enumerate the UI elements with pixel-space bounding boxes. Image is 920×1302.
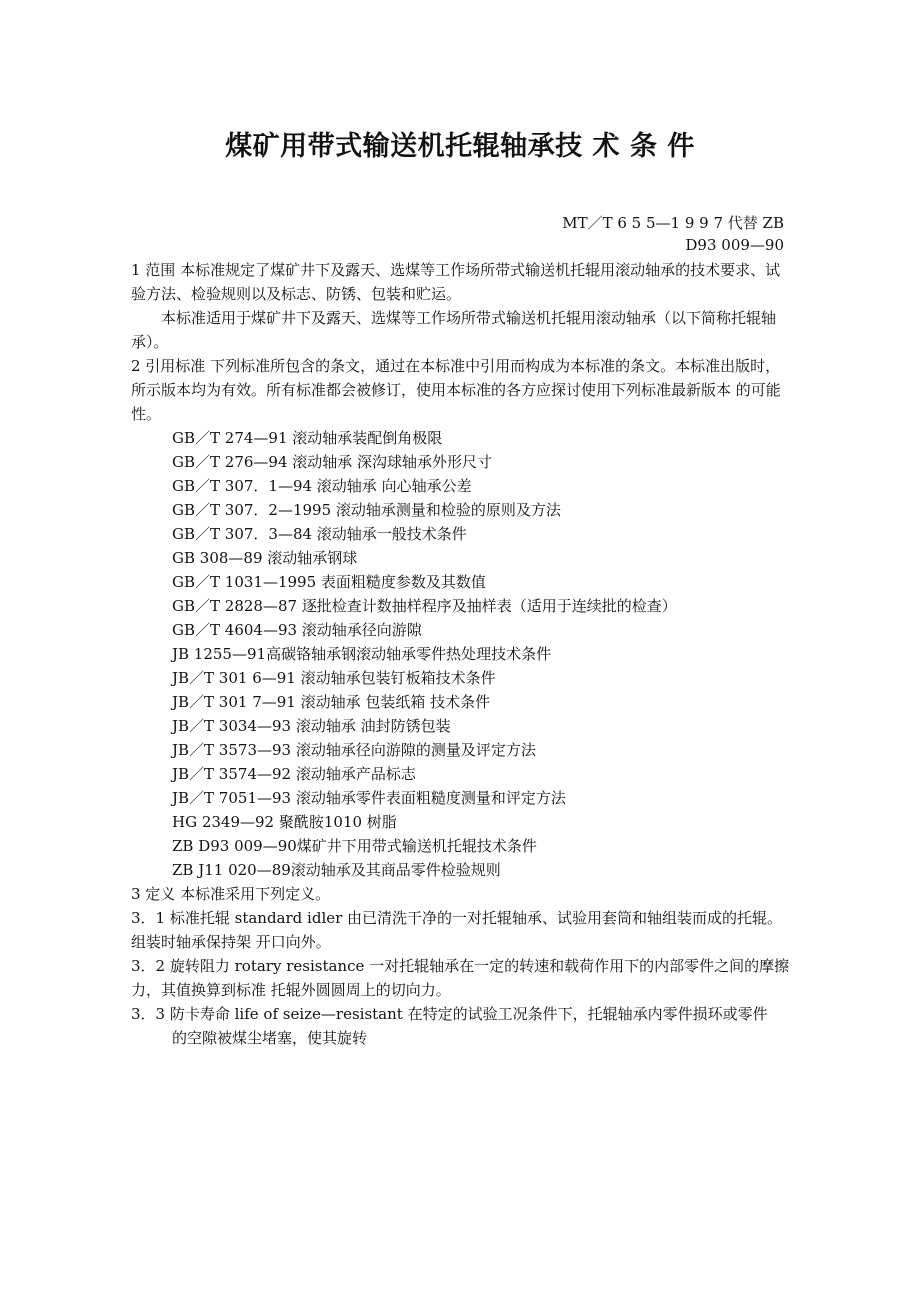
reference-item: JB／T 3574—92 滚动轴承产品标志 <box>172 765 416 783</box>
reference-item: GB／T 276—94 滚动轴承 深沟球轴承外形尺寸 <box>172 453 493 471</box>
reference-item: JB／T 7051—93 滚动轴承零件表面粗糙度测量和评定方法 <box>172 789 566 807</box>
reference-item: JB／T 3573—93 滚动轴承径向游隙的测量及评定方法 <box>172 741 536 759</box>
reference-item: GB／T 274—91 滚动轴承装配倒角极限 <box>172 429 443 447</box>
reference-item: GB 308—89 滚动轴承钢球 <box>172 549 358 567</box>
definition-rotary-resistance: 3．2 旋转阻力 rotary resistance 一对托辊轴承在一定的转速和载荷作用下的内部零件之间的摩擦力，其值换算到标准 托辊外圆圆周上的切向力。 <box>131 957 790 999</box>
reference-item: JB／T 3034—93 滚动轴承 油封防锈包装 <box>172 717 451 735</box>
section-1-scope: 1 范围 本标准规定了煤矿井下及露天、选煤等工作场所带式输送机托辊用滚动轴承的技术要求、试验方法、检验规则以及标志、防锈、包装和贮运。 <box>131 261 781 303</box>
definition-life-of-seize-continued: 的空隙被煤尘堵塞，使其旋转 <box>172 1029 368 1047</box>
section-1-applicability: 本标准适用于煤矿井下及露天、选煤等工作场所带式输送机托辊用滚动轴承（以下简称托辊轴承）。 <box>131 309 777 351</box>
definition-standard-idler: 3．1 标准托辊 standard idler 由已清洗干净的一对托辊轴承、试验用套筒和轴组装而成的托辊。组装时轴承保持架 开口向外。 <box>131 909 783 951</box>
definition-life-of-seize: 3．3 防卡寿命 life of seize—resistant 在特定的试验工况条件下，托辊轴承内零件损环或零件 <box>131 1005 768 1023</box>
document-body <box>131 258 795 1050</box>
reference-item: JB／T 301 7—91 滚动轴承 包装纸箱 技术条件 <box>172 693 491 711</box>
reference-item: JB／T 301 6—91 滚动轴承包装钉板箱技术条件 <box>172 669 496 687</box>
section-2-references-intro: 2 引用标准 下列标准所包含的条文，通过在本标准中引用而构成为本标准的条文。本标准出版时， 所示版本均为有效。所有标准都会被修订，使用本标准的各方应探讨使用下列标准最新版本 的可能性。 <box>131 357 781 423</box>
reference-list <box>131 426 795 882</box>
section-3-definitions: 3 定义 本标准采用下列定义。 <box>131 885 331 903</box>
reference-item: GB／T 1031—1995 表面粗糙度参数及其数值 <box>172 573 486 591</box>
reference-item: GB／T 307．3—84 滚动轴承一般技术条件 <box>172 525 467 543</box>
reference-item: JB 1255—91高碳铬轴承钢滚动轴承零件热处理技术条件 <box>172 645 552 663</box>
reference-item: ZB J11 020—89滚动轴承及其商品零件检验规则 <box>172 861 501 879</box>
standard-number-continued: D93 009—90 <box>685 236 784 254</box>
standard-number: MT／T 6 5 5—1 9 9 7 代替 ZB <box>562 214 784 232</box>
reference-item: ZB D93 009—90煤矿井下用带式输送机托辊技术条件 <box>172 837 537 855</box>
reference-item: GB／T 307．1—94 滚动轴承 向心轴承公差 <box>172 477 472 495</box>
reference-item: GB／T 2828—87 逐批检查计数抽样程序及抽样表（适用于连续批的检查） <box>172 597 677 615</box>
reference-item: HG 2349—92 聚酰胺1010 树脂 <box>172 813 397 831</box>
document-title: 煤矿用带式输送机托辊轴承技 术 条 件 <box>225 131 695 162</box>
reference-item: GB／T 307．2—1995 滚动轴承测量和检验的原则及方法 <box>172 501 561 519</box>
reference-item: GB／T 4604—93 滚动轴承径向游隙 <box>172 621 422 639</box>
